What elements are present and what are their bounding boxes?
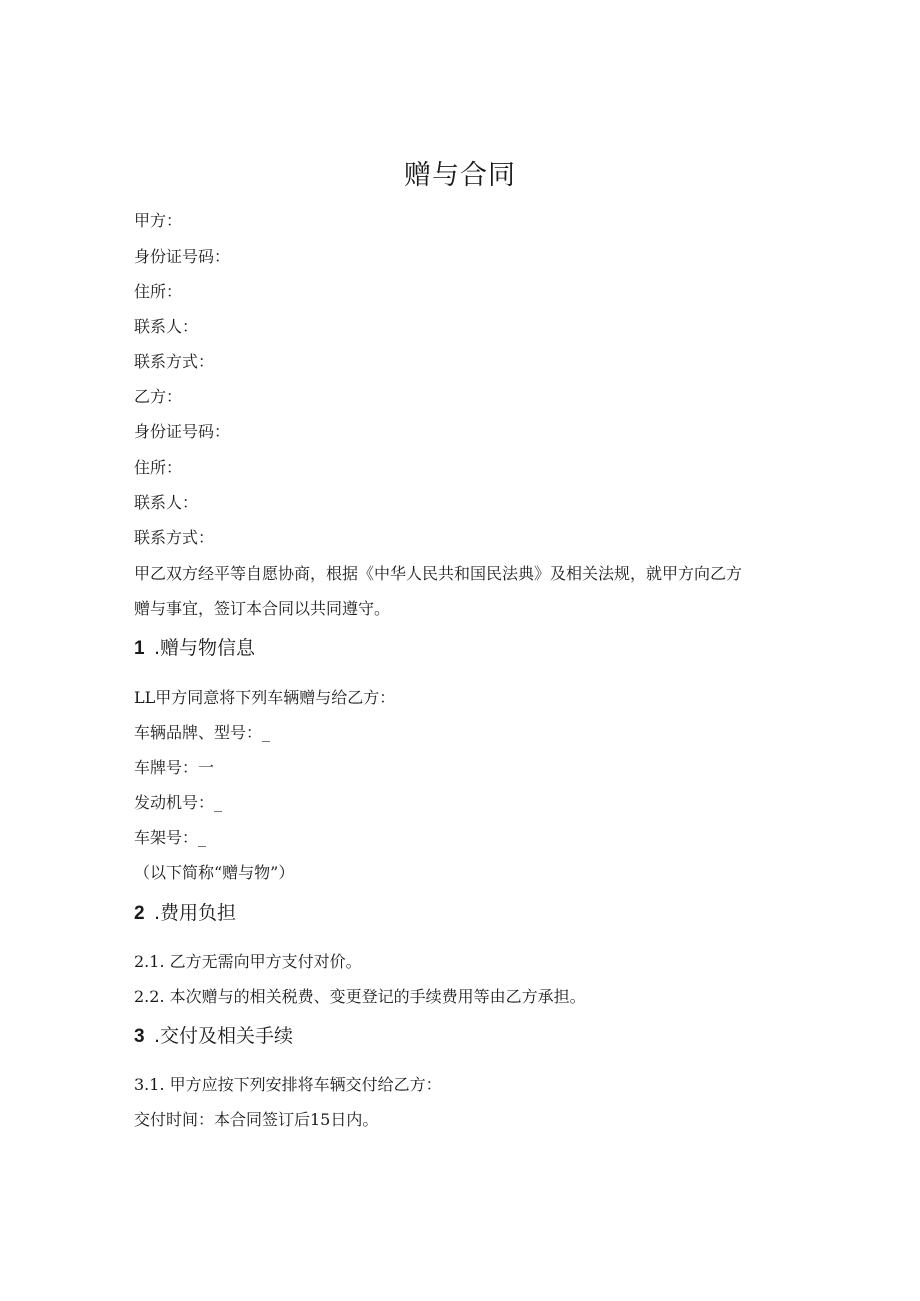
section-3-title: .交付及相关手续 bbox=[154, 1025, 294, 1047]
party-b-contact-person: 联系人： bbox=[134, 493, 199, 512]
section-1-clause: LL甲方同意将下列车辆赠与给乙方： bbox=[134, 688, 396, 707]
preamble-line-1: 甲乙双方经平等自愿协商，根据《中华人民共和国民法典》及相关法规，就甲方向乙方 bbox=[134, 564, 743, 583]
party-a-address: 住所： bbox=[134, 282, 183, 301]
section-3-heading bbox=[134, 1023, 293, 1050]
vehicle-plate: 车牌号：一 bbox=[134, 758, 215, 777]
section-1-heading bbox=[134, 635, 255, 662]
section-1-number: 1 bbox=[134, 638, 145, 659]
party-a-id-number: 身份证号码： bbox=[134, 247, 231, 266]
section-3-number: 3 bbox=[134, 1026, 145, 1047]
section-3-clause-1: 3.1. 甲方应按下列安排将车辆交付给乙方： bbox=[134, 1075, 442, 1094]
party-a-contact-person: 联系人： bbox=[134, 317, 199, 336]
vehicle-engine: 发动机号：_ bbox=[134, 793, 223, 812]
party-b-id-number: 身份证号码： bbox=[134, 422, 231, 441]
gift-note: （以下简称“赠与物”） bbox=[134, 863, 295, 882]
vehicle-frame: 车架号：_ bbox=[134, 828, 207, 847]
document-title: 赠与合同 bbox=[404, 160, 516, 191]
section-2-clause-1: 2.1. 乙方无需向甲方支付对价。 bbox=[134, 952, 362, 971]
section-2-heading bbox=[134, 900, 236, 927]
section-2-title: .费用负担 bbox=[154, 902, 237, 924]
vehicle-brand-model: 车辆品牌、型号：_ bbox=[134, 723, 271, 742]
section-2-number: 2 bbox=[134, 903, 145, 924]
party-b-address: 住所： bbox=[134, 458, 183, 477]
section-2-clause-2: 2.2. 本次赠与的相关税费、变更登记的手续费用等由乙方承担。 bbox=[134, 987, 586, 1006]
party-a-contact-method: 联系方式： bbox=[134, 352, 215, 371]
party-b-label: 乙方： bbox=[134, 387, 183, 406]
preamble-line-2: 赠与事宜，签订本合同以共同遵守。 bbox=[134, 599, 391, 618]
party-a-label: 甲方： bbox=[134, 211, 183, 230]
party-b-contact-method: 联系方式： bbox=[134, 528, 215, 547]
section-1-title: .赠与物信息 bbox=[154, 637, 256, 659]
delivery-time: 交付时间：本合同签订后15日内。 bbox=[134, 1110, 379, 1129]
